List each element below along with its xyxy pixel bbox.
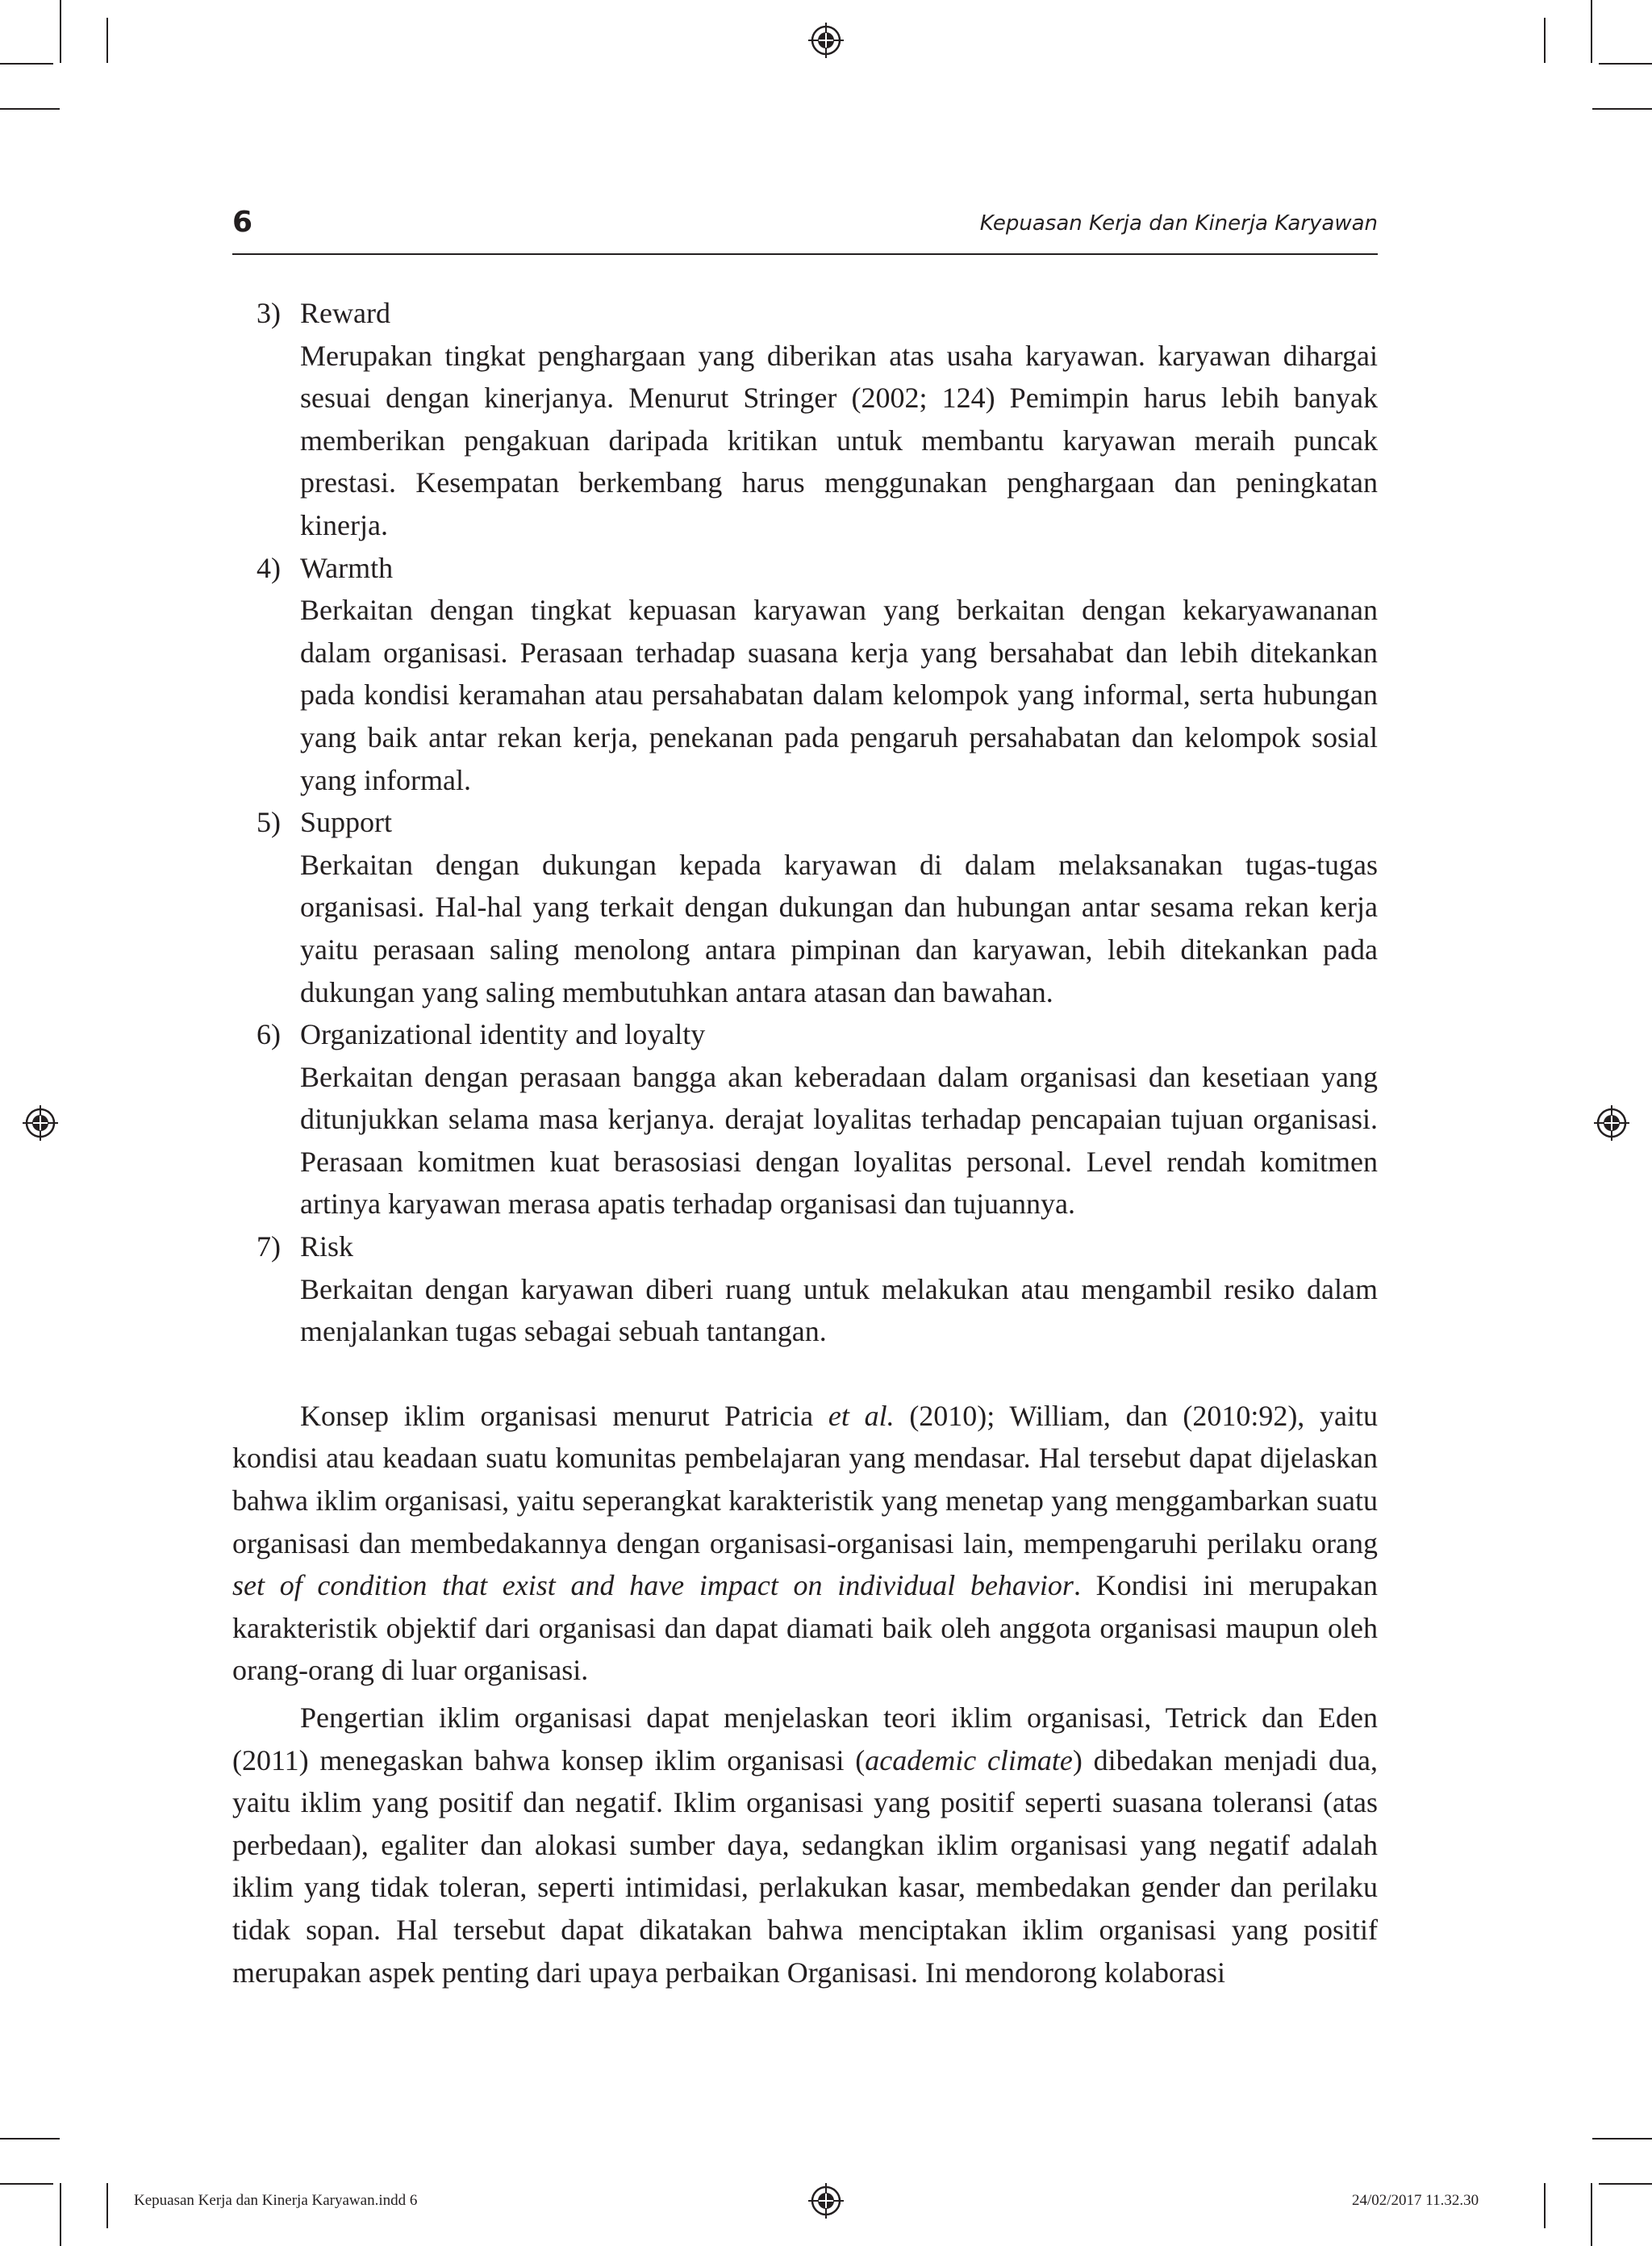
crop-mark bbox=[1591, 0, 1592, 63]
list-item-title: Organizational identity and loyalty bbox=[300, 1018, 706, 1051]
crop-mark bbox=[0, 63, 53, 65]
crop-mark bbox=[106, 2183, 108, 2228]
list-item bbox=[232, 801, 1378, 1013]
crop-mark bbox=[1599, 2183, 1652, 2185]
list-item-number: 7) bbox=[257, 1230, 281, 1263]
slug-timestamp: 24/02/2017 11.32.30 bbox=[1352, 2192, 1479, 2209]
list-item-title: Risk bbox=[300, 1230, 354, 1263]
list-item bbox=[232, 292, 1378, 547]
list-item bbox=[232, 547, 1378, 802]
crop-mark bbox=[0, 2183, 53, 2185]
list-item-title: Warmth bbox=[300, 551, 394, 584]
crop-mark bbox=[1592, 108, 1652, 110]
paragraph-text: . Kondisi ini merupakan karakteristik objektif dari organisasi dan dapat diamati baik oleh anggota organisasi maupun oleh orang-orang di luar organisasi. bbox=[232, 1569, 1379, 1687]
page-number: 6 bbox=[232, 206, 253, 239]
registration-mark-icon bbox=[23, 1105, 58, 1141]
paragraph-text: (2010); William, dan (2010:92), yaitu kondisi atau keadaan suatu komunitas pembelajaran yang mendasar. Hal tersebut dapat dijelaskan bahwa iklim organisasi, yaitu seperangkat karakteristik yang menetap yang menggambarkan suatu organisasi dan membedakannya dengan organisasi-organisasi lain, mempengaruhi perilaku orang bbox=[232, 1399, 1379, 1559]
header-rule bbox=[232, 253, 1378, 255]
list-item-number: 4) bbox=[257, 551, 281, 584]
list-item-description: Berkaitan dengan dukungan kepada karyawan di dalam melaksanakan tugas-tugas organisasi. Hal-hal yang terkait dengan dukungan dan hubungan antar sesama rekan kerja yaitu perasaan saling menolong antara pimpinan dan karyawan, lebih ditekankan pada dukungan yang saling membutuhkan antara atasan dan bawahan. bbox=[300, 848, 1378, 1008]
paragraph-text: Konsep iklim organisasi menurut Patricia bbox=[300, 1399, 828, 1432]
running-title: Kepuasan Kerja dan Kinerja Karyawan bbox=[979, 211, 1378, 236]
italic-text: academic climate bbox=[865, 1743, 1073, 1776]
list-item-description: Berkaitan dengan tingkat kepuasan karyawan yang berkaitan dengan kekaryawananan dalam organisasi. Perasaan terhadap suasana kerja yang bersahabat dan lebih ditekankan pada kondisi keramahan atau persahabatan dalam kelompok yang informal, serta hubungan yang baik antar rekan kerja, penekanan pada pengaruh persahabatan dan kelompok sosial yang informal. bbox=[300, 594, 1378, 796]
list-item-description: Berkaitan dengan karyawan diberi ruang untuk melakukan atau mengambil resiko dalam menjalankan tugas sebagai sebuah tantangan. bbox=[300, 1272, 1378, 1348]
registration-mark-icon bbox=[808, 2183, 844, 2219]
list-item-description: Merupakan tingkat penghargaan yang diberikan atas usaha karyawan. karyawan dihargai sesuai dengan kinerjanya. Menurut Stringer (2002; 124) Pemimpin harus lebih banyak memberikan pengakuan daripada kritikan untuk membantu karyawan meraih puncak prestasi. Kesempatan berkembang harus menggunakan penghargaan dan peningkatan kinerja. bbox=[300, 339, 1378, 541]
list-item-number: 5) bbox=[257, 806, 281, 839]
list-item-number: 3) bbox=[257, 297, 281, 329]
slug-filename: Kepuasan Kerja dan Kinerja Karyawan.indd 6 bbox=[134, 2192, 418, 2209]
crop-mark bbox=[106, 18, 108, 63]
crop-mark bbox=[1592, 2138, 1652, 2140]
body-text bbox=[232, 292, 1378, 1993]
crop-mark bbox=[1544, 18, 1546, 63]
list-item-description: Berkaitan dengan perasaan bangga akan keberadaan dalam organisasi dan kesetiaan yang ditunjukkan selama masa kerjanya. derajat loyalitas terhadap pencapaian tujuan organisasi. Perasaan komitmen kuat berasosiasi dengan loyalitas personal. Level rendah komitmen artinya karyawan merasa apatis terhadap organisasi dan tujuannya. bbox=[300, 1060, 1378, 1221]
italic-text: et al. bbox=[828, 1399, 895, 1432]
paragraph-text: Pengertian iklim organisasi dapat menjelaskan teori iklim organisasi, Tetrick dan Eden (2011) menegaskan bahwa konsep iklim organisasi ( bbox=[232, 1701, 1378, 1776]
body-paragraph bbox=[232, 1697, 1378, 1993]
body-paragraph bbox=[232, 1395, 1378, 1692]
list-item bbox=[232, 1225, 1378, 1353]
crop-mark bbox=[0, 2138, 60, 2140]
paragraph-text: ) dibedakan menjadi dua, yaitu iklim yang positif dan negatif. Iklim organisasi yang positif seperti suasana toleransi (atas perbedaan), egaliter dan alokasi sumber daya, sedangkan iklim organisasi yang negatif adalah iklim yang tidak toleran, seperti intimidasi, perlakukan kasar, membedakan gender dan perilaku tidak sopan. Hal tersebut dapat dikatakan bahwa menciptakan iklim organisasi yang positif merupakan aspek penting dari upaya perbaikan Organisasi. Ini mendorong kolaborasi bbox=[232, 1743, 1378, 1989]
registration-mark-icon bbox=[1594, 1105, 1629, 1141]
crop-mark bbox=[1591, 2183, 1592, 2246]
italic-text: set of condition that exist and have impact on individual behavior bbox=[232, 1569, 1074, 1602]
list-item-number: 6) bbox=[257, 1018, 281, 1051]
crop-mark bbox=[1599, 63, 1652, 65]
crop-mark bbox=[60, 2183, 61, 2246]
list-item bbox=[232, 1013, 1378, 1225]
list-item-title: Support bbox=[300, 806, 393, 839]
registration-mark-icon bbox=[808, 23, 844, 58]
list-item-title: Reward bbox=[300, 297, 390, 329]
crop-mark bbox=[0, 108, 60, 110]
crop-mark bbox=[1544, 2183, 1546, 2228]
climate-dimension-list bbox=[232, 292, 1378, 1353]
crop-mark bbox=[60, 0, 61, 63]
